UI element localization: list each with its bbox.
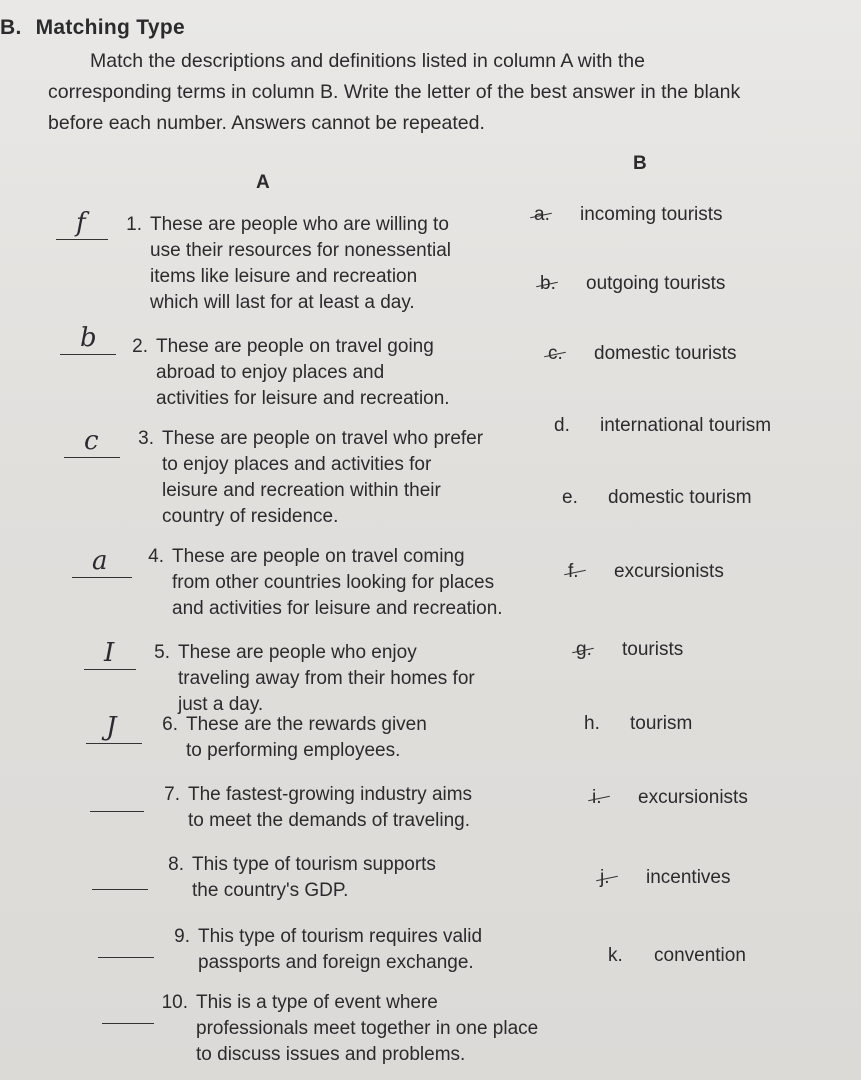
- instructions-text: Match the descriptions and definitions listed in column A with the corresponding terms in column B. Write the letter of the best answer in the blank before each number. Answers cannot be repeated.: [48, 50, 741, 134]
- question-text: These are the rewards given to performing employees.: [186, 714, 427, 761]
- option-c: [548, 342, 737, 366]
- option-term: excursionists: [614, 561, 724, 582]
- question-1: [104, 212, 464, 316]
- option-letter: h.: [584, 713, 600, 734]
- section-letter: B.: [0, 16, 22, 39]
- question-number: 1.: [126, 214, 142, 235]
- question-3: [116, 426, 488, 530]
- question-number: 5.: [154, 642, 170, 663]
- option-term: convention: [654, 945, 746, 966]
- answer-blank-8[interactable]: [92, 860, 148, 890]
- option-letter: g.: [576, 638, 622, 662]
- option-g: [576, 638, 683, 662]
- question-text: These are people who enjoy traveling away from their homes for just a day.: [178, 642, 475, 715]
- option-d: [554, 414, 771, 438]
- option-term: international tourism: [600, 415, 772, 436]
- option-letter: a.: [534, 203, 580, 227]
- option-i: [592, 786, 748, 810]
- answer-blank-2[interactable]: b: [60, 325, 116, 355]
- option-term: domestic tourists: [594, 343, 737, 364]
- question-6: [140, 712, 440, 764]
- section-heading: [0, 16, 185, 40]
- question-text: These are people on travel going abroad to enjoy places and activities for leisure and recreation.: [156, 336, 450, 409]
- option-letter: d.: [554, 415, 570, 436]
- question-text: These are people on travel coming from other countries looking for places and activities for leisure and recreation.: [172, 546, 503, 619]
- question-number: 9.: [174, 926, 190, 947]
- question-number: 4.: [148, 546, 164, 567]
- option-e: [562, 486, 752, 510]
- question-8: [146, 852, 466, 904]
- option-letter: b.: [540, 272, 586, 296]
- question-number: 3.: [138, 428, 154, 449]
- question-text: The fastest-growing industry aims to meet the demands of traveling.: [188, 784, 473, 831]
- option-h: [584, 712, 692, 736]
- question-number: 8.: [168, 854, 184, 875]
- question-4: [126, 544, 506, 622]
- question-number: 10.: [161, 992, 188, 1013]
- option-term: incoming tourists: [580, 204, 723, 225]
- option-j: [600, 866, 731, 890]
- answer-blank-4[interactable]: a: [72, 548, 132, 578]
- section-title: Matching Type: [35, 16, 185, 39]
- option-letter: e.: [562, 487, 578, 508]
- answer-blank-9[interactable]: [98, 928, 154, 958]
- question-9: [152, 924, 492, 976]
- option-letter: f.: [568, 560, 614, 584]
- option-letter: c.: [548, 342, 594, 366]
- question-10: [150, 990, 550, 1068]
- question-7: [142, 782, 482, 834]
- question-text: These are people on travel who prefer to enjoy places and activities for leisure and recreation within their country of residence.: [162, 428, 484, 527]
- option-letter: j.: [600, 866, 646, 890]
- question-text: This is a type of event where professionals meet together in one place to discuss issues and problems.: [196, 992, 539, 1065]
- option-term: incentives: [646, 867, 731, 888]
- answer-blank-3[interactable]: c: [64, 428, 120, 458]
- answer-blank-5[interactable]: I: [84, 640, 136, 670]
- instructions-paragraph: [48, 46, 768, 139]
- question-number: 2.: [132, 336, 148, 357]
- answer-blank-1[interactable]: f: [56, 210, 108, 240]
- question-number: 7.: [164, 784, 180, 805]
- option-letter: k.: [608, 945, 623, 966]
- question-text: These are people who are willing to use their resources for nonessential items like leisure and recreation which will last for at least a day.: [150, 214, 451, 313]
- option-a: [534, 203, 723, 227]
- question-text: This type of tourism requires valid passports and foreign exchange.: [198, 926, 483, 973]
- option-term: domestic tourism: [608, 487, 752, 508]
- answer-blank-6[interactable]: J: [86, 714, 142, 744]
- option-f: [568, 560, 724, 584]
- question-2: [110, 334, 460, 412]
- column-a-heading: A: [256, 172, 270, 193]
- question-5: [132, 640, 492, 718]
- question-text: This type of tourism supports the country's GDP.: [192, 854, 436, 901]
- option-b: [540, 272, 725, 296]
- option-letter: i.: [592, 786, 638, 810]
- option-term: tourists: [622, 639, 684, 660]
- question-number: 6.: [162, 714, 178, 735]
- option-term: tourism: [630, 713, 693, 734]
- answer-blank-10[interactable]: [102, 994, 154, 1024]
- option-term: excursionists: [638, 787, 748, 808]
- option-term: outgoing tourists: [586, 273, 726, 294]
- option-k: [608, 944, 746, 968]
- column-b-heading: B: [633, 153, 647, 174]
- answer-blank-7[interactable]: [90, 782, 144, 812]
